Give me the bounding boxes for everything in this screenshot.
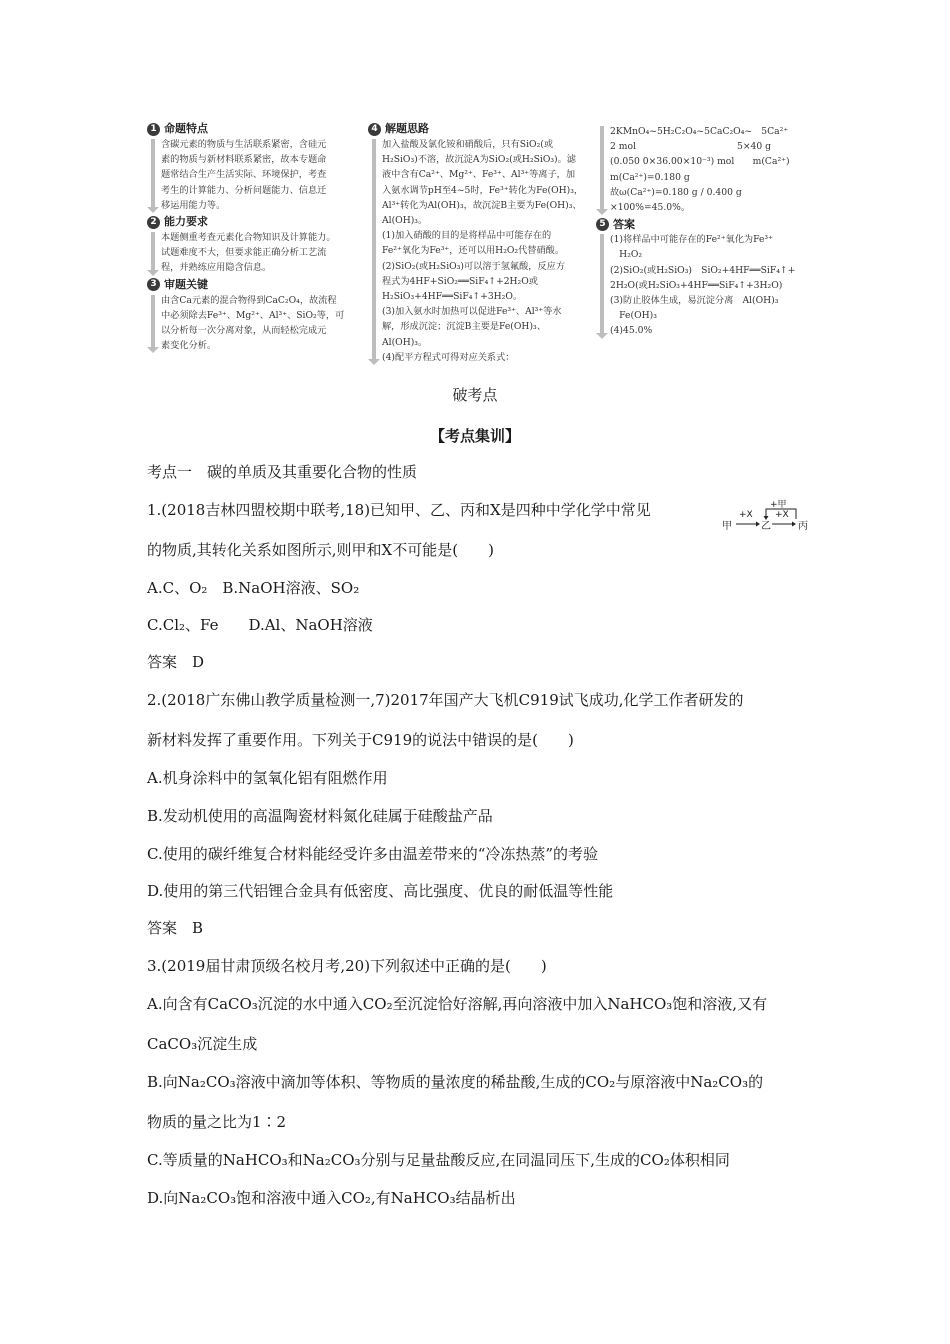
diagram-node-bing: 丙 bbox=[798, 521, 808, 532]
section-header: 5 答案 bbox=[596, 216, 796, 232]
question-2-option-a: A.机身涂料中的氢氧化铝有阻燃作用 bbox=[147, 769, 388, 787]
diagram-label-x2: +X bbox=[775, 510, 789, 520]
section-body: (1)将样品中可能存在的Fe²⁺氧化为Fe³⁺ H₂O₂ (2)SiO₂(或H₂SiO₃) SiO₂+4HF══SiF₄↑+ 2H₂O(或H₂SiO₃+4HF══SiF₄↑+3H₂O) (3)防止胶体生成，易沉淀分离 Al(OH)₃ Fe(OH)₃ (4)45.0% bbox=[596, 232, 796, 338]
analysis-column-1 bbox=[147, 120, 359, 353]
section-header: 1 命题特点 bbox=[147, 121, 359, 137]
transformation-diagram bbox=[722, 497, 812, 535]
number-badge-icon: 1 bbox=[147, 123, 160, 136]
question-1-answer: 答案 D bbox=[147, 653, 205, 671]
question-1-stem: 1.(2018吉林四盟校期中联考,18)已知甲、乙、丙和X是四种中学化学中常见 bbox=[147, 501, 651, 519]
section-body: 由含Ca元素的混合物得到CaC₂O₄，故流程 中必须除去Fe³⁺、Mg²⁺、Al³⁺、SiO₂等，可 以分析每一次分离对象，从而轻松完成元 素变化分析。 bbox=[147, 293, 359, 354]
number-badge-icon: 2 bbox=[147, 216, 160, 229]
diagram-node-jia: 甲 bbox=[722, 521, 732, 532]
section-title: 破考点 bbox=[452, 386, 498, 404]
question-3-option-a-cont: CaCO₃沉淀生成 bbox=[147, 1035, 258, 1053]
section-body: 本题侧重考查元素化合物知识及计算能力。 试题难度不大，但要求能正确分析工艺流 程，并熟练应用隐含信息。 bbox=[147, 230, 359, 276]
number-badge-icon: 3 bbox=[147, 278, 160, 291]
question-2-option-b: B.发动机使用的高温陶瓷材料氮化硅属于硅酸盐产品 bbox=[147, 807, 493, 825]
question-3-option-b: B.向Na₂CO₃溶液中滴加等体积、等物质的量浓度的稀盐酸,生成的CO₂与原溶液中Na₂CO₃的 bbox=[147, 1073, 764, 1091]
question-3-stem: 3.(2019届甘肃顶级名校月考,20)下列叙述中正确的是( ) bbox=[147, 957, 547, 975]
question-2-stem: 2.(2018广东佛山教学质量检测一,7)2017年国产大飞机C919试飞成功,化学工作者研发的 bbox=[147, 691, 744, 709]
question-3-option-d: D.向Na₂CO₃饱和溶液中通入CO₂,有NaHCO₃结晶析出 bbox=[147, 1189, 516, 1207]
subsection-title: 【考点集训】 bbox=[429, 427, 520, 445]
diagram-node-yi: 乙 bbox=[761, 521, 771, 532]
question-1-option-cd: C.Cl₂、Fe D.Al、NaOH溶液 bbox=[147, 616, 373, 634]
section-header: 4 解题思路 bbox=[368, 121, 586, 137]
question-3-option-b-cont: 物质的量之比为1∶2 bbox=[147, 1113, 287, 1131]
question-1-stem-cont: 的物质,其转化关系如图所示,则甲和X不可能是( ) bbox=[147, 541, 494, 559]
calculation-block: 2KMnO₄~5H₂C₂O₄~5CaC₂O₄~ 5Ca²⁺ 2 mol 5×40 g (0.050 0×36.00×10⁻³) mol m(Ca²⁺) m(Ca²⁺)=0.180 g 故ω(Ca²⁺)=0.180 g / 0.400 g ×100%=45.0%。 bbox=[596, 124, 796, 215]
topic-heading: 考点一 碳的单质及其重要化合物的性质 bbox=[147, 463, 418, 481]
number-badge-icon: 5 bbox=[596, 218, 609, 231]
question-2-option-c: C.使用的碳纤维复合材料能经受许多由温差带来的“冷冻热蒸”的考验 bbox=[147, 845, 599, 863]
number-badge-icon: 4 bbox=[368, 123, 381, 136]
question-1-option-ab: A.C、O₂ B.NaOH溶液、SO₂ bbox=[147, 579, 360, 597]
question-2-answer: 答案 B bbox=[147, 919, 204, 937]
analysis-column-2 bbox=[368, 120, 586, 365]
section-body: 加入盐酸及氯化铵和硝酸后，只有SiO₂(或 H₂SiO₃)不溶，故沉淀A为SiO₂(或H₂SiO₃)。滤 液中含有Ca²⁺、Mg²⁺、Fe³⁺、Al³⁺等离子，加 入氨水调节pH至4~5时，Fe³⁺转化为Fe(OH)₃， Al³⁺转化为Al(OH)₃，故沉淀B主要为Fe(OH)₃、 Al(OH)₃。 (1)加入硝酸的目的是将样品中可能存在的 Fe²⁺氧化为Fe³⁺，还可以用H₂O₂代替硝酸。 (2)SiO₂(或H₂SiO₃)可以溶于氢氟酸，反应方 程式为4HF+SiO₂══SiF₄↑+2H₂O或 H₂SiO₃+4HF══SiF₄↑+3H₂O。 (3)加入氨水时加热可以促进Fe³⁺、Al³⁺等水 解，形成沉淀；沉淀B主要是Fe(OH)₃、Al(OH)₃。 (4)配平方程式可得对应关系式： bbox=[368, 137, 586, 365]
question-3-option-a: A.向含有CaCO₃沉淀的水中通入CO₂至沉淀恰好溶解,再向溶液中加入NaHCO₃饱和溶液,又有 bbox=[147, 995, 768, 1013]
section-body: 含碳元素的物质与生活联系紧密，含硅元 素的物质与新材料联系紧密，故本专题命 题常结合生产生活实际、环境保护，考查 考生的计算能力、分析问题能力、信息迁 移运用能力等。 bbox=[147, 137, 359, 213]
diagram-label-x1: +X bbox=[739, 510, 753, 520]
question-2-option-d: D.使用的第三代铝锂合金具有低密度、高比强度、优良的耐低温等性能 bbox=[147, 882, 614, 900]
analysis-column-3 bbox=[596, 120, 796, 339]
section-header: 3 审题关键 bbox=[147, 277, 359, 293]
section-header: 2 能力要求 bbox=[147, 214, 359, 230]
question-2-stem-cont: 新材料发挥了重要作用。下列关于C919的说法中错误的是( ) bbox=[147, 731, 574, 749]
diagram-label-top: +甲 bbox=[770, 500, 787, 510]
question-3-option-c: C.等质量的NaHCO₃和Na₂CO₃分别与足量盐酸反应,在同温同压下,生成的CO₂体积相同 bbox=[147, 1151, 730, 1169]
